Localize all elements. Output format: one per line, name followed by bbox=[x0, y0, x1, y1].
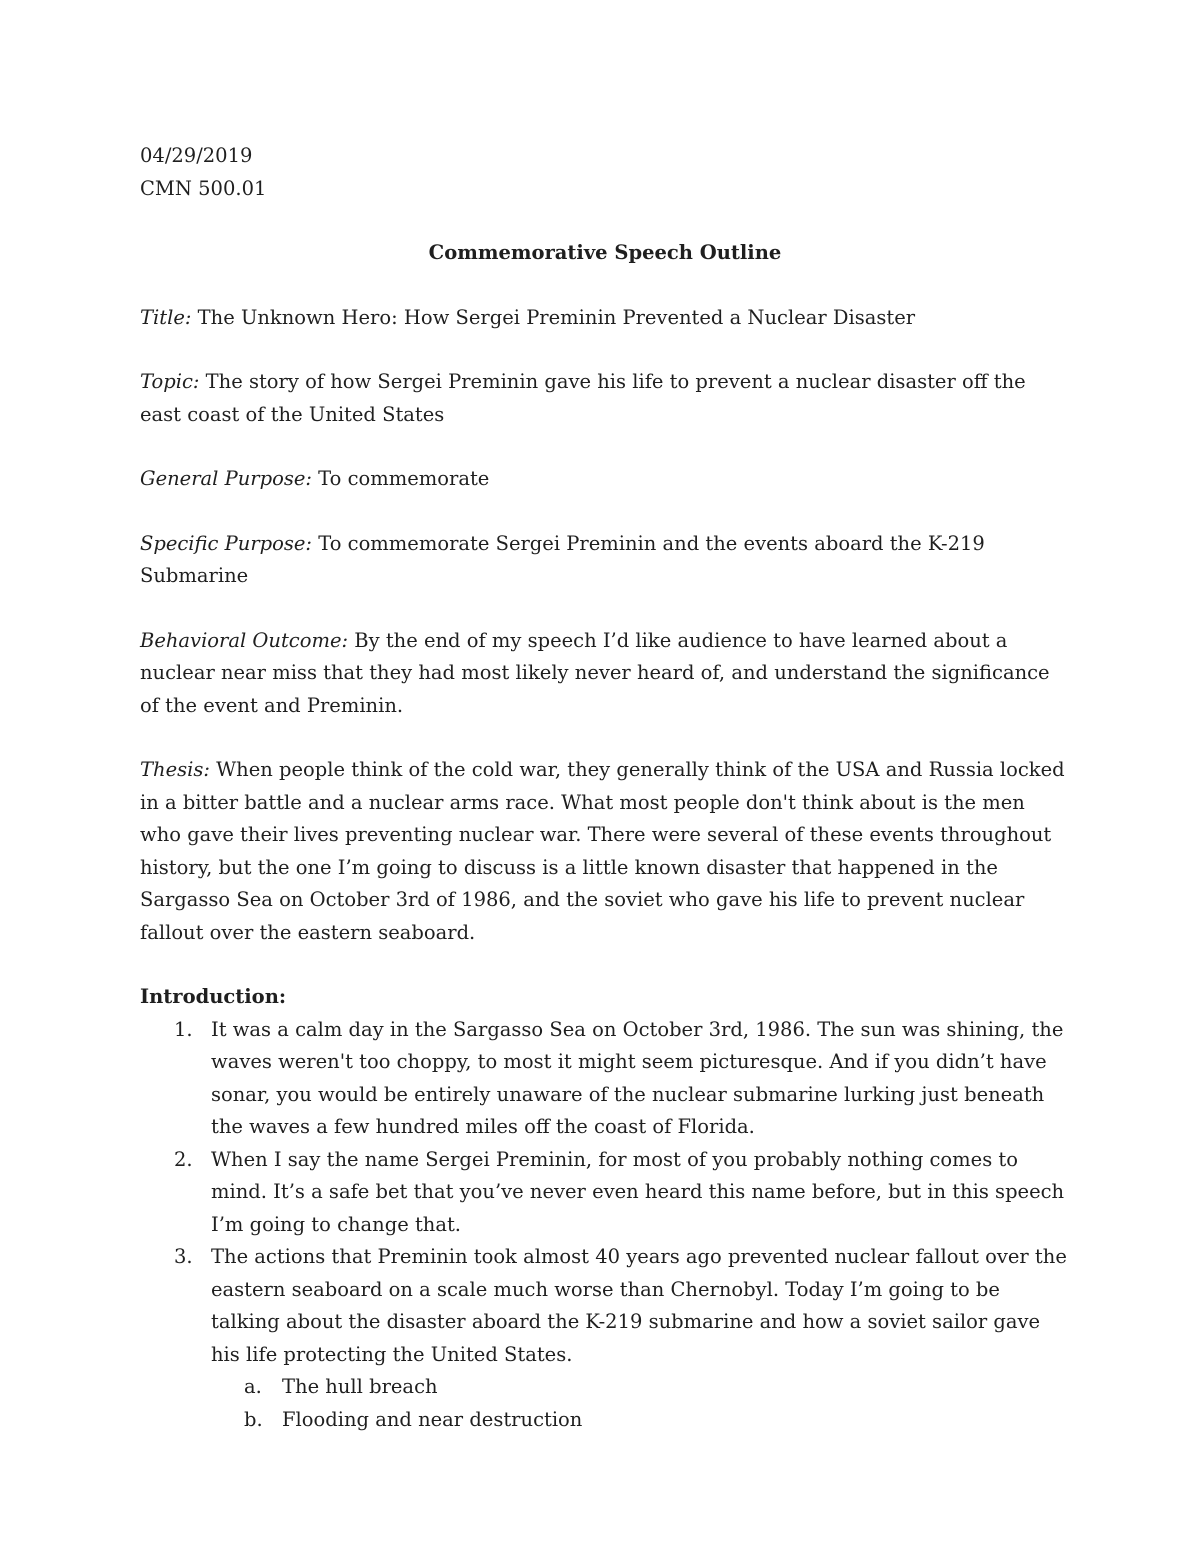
field-label: Title: bbox=[140, 305, 192, 329]
list-item bbox=[140, 1144, 1070, 1242]
sub-list-letter: a. bbox=[244, 1375, 262, 1398]
list-item bbox=[140, 1014, 1070, 1144]
sub-list-letter: b. bbox=[244, 1407, 263, 1431]
sub-list-item bbox=[211, 1371, 1070, 1404]
field-label: General Purpose: bbox=[140, 467, 312, 490]
list-item-text: It was a calm day in the Sargasso Sea on October 3rd, 1986. The sun was shining, the waves weren't too choppy, to most it might seem picturesque. And if you didn’t have sonar, you would be entirely unaware of the nuclear submarine lurking just beneath the waves a few hundred miles off the coast of Florida. bbox=[211, 1017, 1064, 1138]
date-line: 04/29/2019 bbox=[140, 144, 253, 167]
list-item-text: The actions that Preminin took almost 40 years ago prevented nuclear fallout over the eastern seaboard on a scale much worse than Chernobyl. Today I’m going to be talking about the disaster aboard the K-219 submarine and how a soviet sailor gave his life protecting the United States. bbox=[211, 1245, 1067, 1366]
sub-list-item-text: Flooding and near destruction bbox=[282, 1407, 583, 1431]
field-text: To commemorate bbox=[318, 467, 490, 490]
field-topic bbox=[140, 366, 1070, 431]
field-text: When people think of the cold war, they generally think of the USA and Russia locked in a bitter battle and a nuclear arms race. What most people don't think about is the men who gave their lives preventing nuclear war. There were several of these events throughout history, but the one I’m going to discuss is a little known disaster that happened in the Sargasso Sea on October 3rd of 1986, and the soviet who gave his life to prevent nuclear fallout over the eastern seaboard. bbox=[140, 758, 1065, 944]
field-label: Thesis: bbox=[140, 758, 210, 781]
list-number: 1. bbox=[174, 1017, 193, 1041]
field-text: To commemorate Sergei Preminin and the events aboard the K-219 Submarine bbox=[140, 531, 985, 587]
course-line: CMN 500.01 bbox=[140, 176, 267, 200]
page-title: Commemorative Speech Outline bbox=[428, 241, 782, 264]
introduction-heading: Introduction: bbox=[140, 985, 287, 1008]
field-text: By the end of my speech I’d like audience to have learned about a nuclear near miss that they had most likely never heard of, and understand the significance of the event and Preminin. bbox=[140, 628, 1050, 717]
list-number: 2. bbox=[174, 1147, 193, 1171]
field-specific-purpose bbox=[140, 528, 1070, 593]
field-general-purpose bbox=[140, 463, 1070, 496]
list-number: 3. bbox=[174, 1245, 193, 1268]
introduction-list bbox=[140, 1014, 1070, 1437]
field-text: The Unknown Hero: How Sergei Preminin Prevented a Nuclear Disaster bbox=[197, 305, 916, 329]
document-body bbox=[140, 140, 1070, 1436]
list-item-text: When I say the name Sergei Preminin, for most of you probably nothing comes to mind. It’s a safe bet that you’ve never even heard this name before, but in this speech I’m going to change that. bbox=[211, 1147, 1065, 1236]
sub-list bbox=[211, 1371, 1070, 1436]
field-behavioral-outcome bbox=[140, 625, 1070, 723]
field-text: The story of how Sergei Preminin gave his life to prevent a nuclear disaster off the east coast of the United States bbox=[140, 370, 1026, 426]
sub-list-item bbox=[211, 1404, 1070, 1437]
field-label: Topic: bbox=[140, 370, 200, 393]
field-label: Behavioral Outcome: bbox=[140, 628, 349, 652]
field-title bbox=[140, 302, 1070, 335]
list-item bbox=[140, 1241, 1070, 1436]
field-label: Specific Purpose: bbox=[140, 531, 313, 555]
field-thesis bbox=[140, 754, 1070, 949]
sub-list-item-text: The hull breach bbox=[282, 1375, 438, 1398]
